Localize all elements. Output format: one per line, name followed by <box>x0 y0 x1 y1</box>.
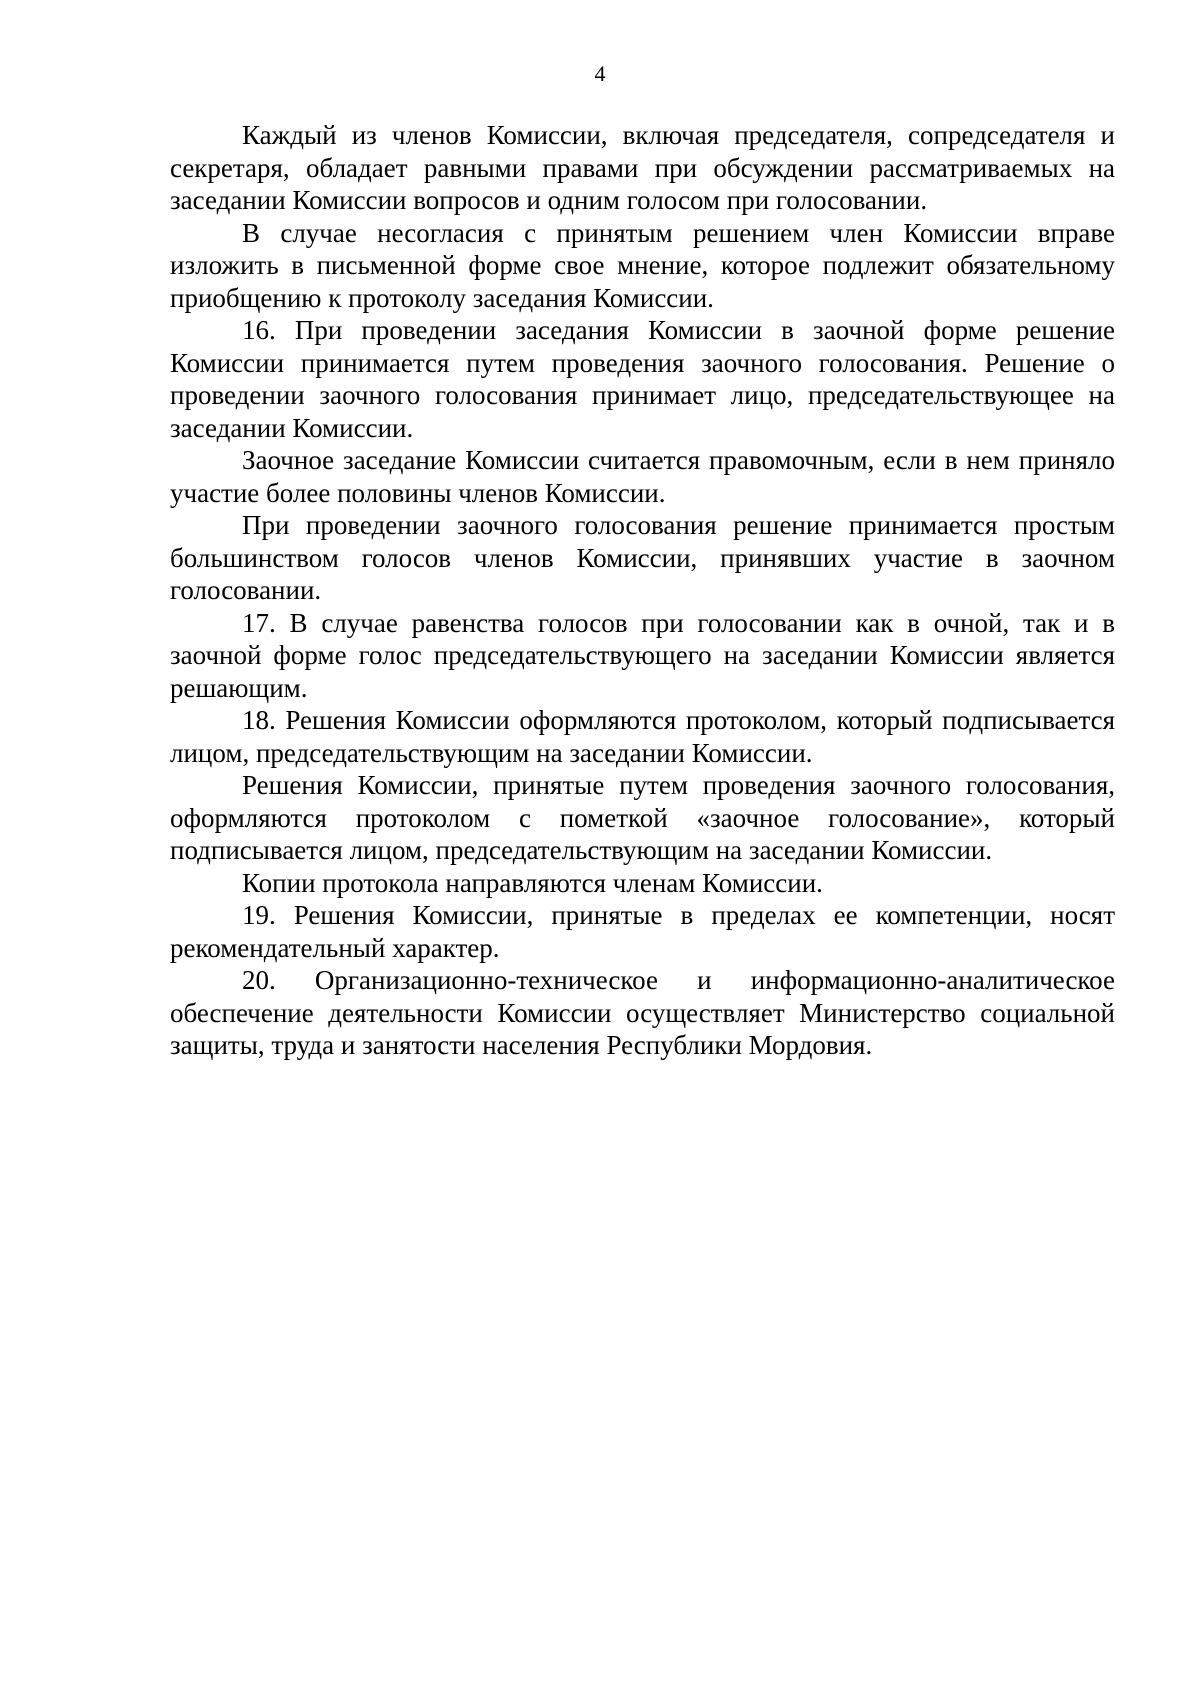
page-number: 4 <box>594 61 606 86</box>
paragraph-absentee-protocol: Решения Комиссии, принятые путем проведения заочного голосования, оформляются протоколом с пометкой «заочное голосование», который подписывается лицом, председательствующим на заседании Комиссии. <box>170 770 1115 865</box>
paragraph-item-19: 19. Решения Комиссии, принятые в пределах ее компетенции, носят рекомендательный характер. <box>170 900 1115 963</box>
paragraph-dissent-opinion: В случае несогласия с принятым решением член Комиссии вправе изложить в письменной форме свое мнение, которое подлежит обязательному приобщению к протоколу заседания Комиссии. <box>170 217 1115 313</box>
paragraph-item-20: 20. Организационно-техническое и информационно-аналитическое обеспечение деятельности Комиссии осуществляет Министерство социальной защиты, труда и занятости населения Республики Мордовия. <box>170 965 1115 1060</box>
paragraph-item-18: 18. Решения Комиссии оформляются протоколом, который подписывается лицом, председательствующим на заседании Комиссии. <box>170 705 1115 768</box>
paragraph-quorum-absentee: Заочное заседание Комиссии считается правомочным, если в нем приняло участие более половины членов Комиссии. <box>170 445 1115 508</box>
paragraph-members-rights: Каждый из членов Комиссии, включая председателя, сопредседателя и секретаря, обладает равными правами при обсуждении рассматриваемых на заседании Комиссии вопросов и одним голосом при голосовании. <box>170 120 1115 215</box>
paragraph-item-16: 16. При проведении заседания Комиссии в заочной форме решение Комиссии принимается путем проведения заочного голосования. Решение о проведении заочного голосования принимает лицо, председательствующее на заседании Комиссии. <box>170 315 1115 443</box>
paragraph-protocol-copies: Копии протокола направляются членам Комиссии. <box>242 867 823 898</box>
paragraph-absentee-majority: При проведении заочного голосования решение принимается простым большинством голосов членов Комиссии, принявших участие в заочном голосовании. <box>170 510 1115 605</box>
paragraph-item-17: 17. В случае равенства голосов при голосовании как в очной, так и в заочной форме голос председательствующего на заседании Комиссии является решающим. <box>170 607 1115 703</box>
document-body <box>170 119 1115 1062</box>
